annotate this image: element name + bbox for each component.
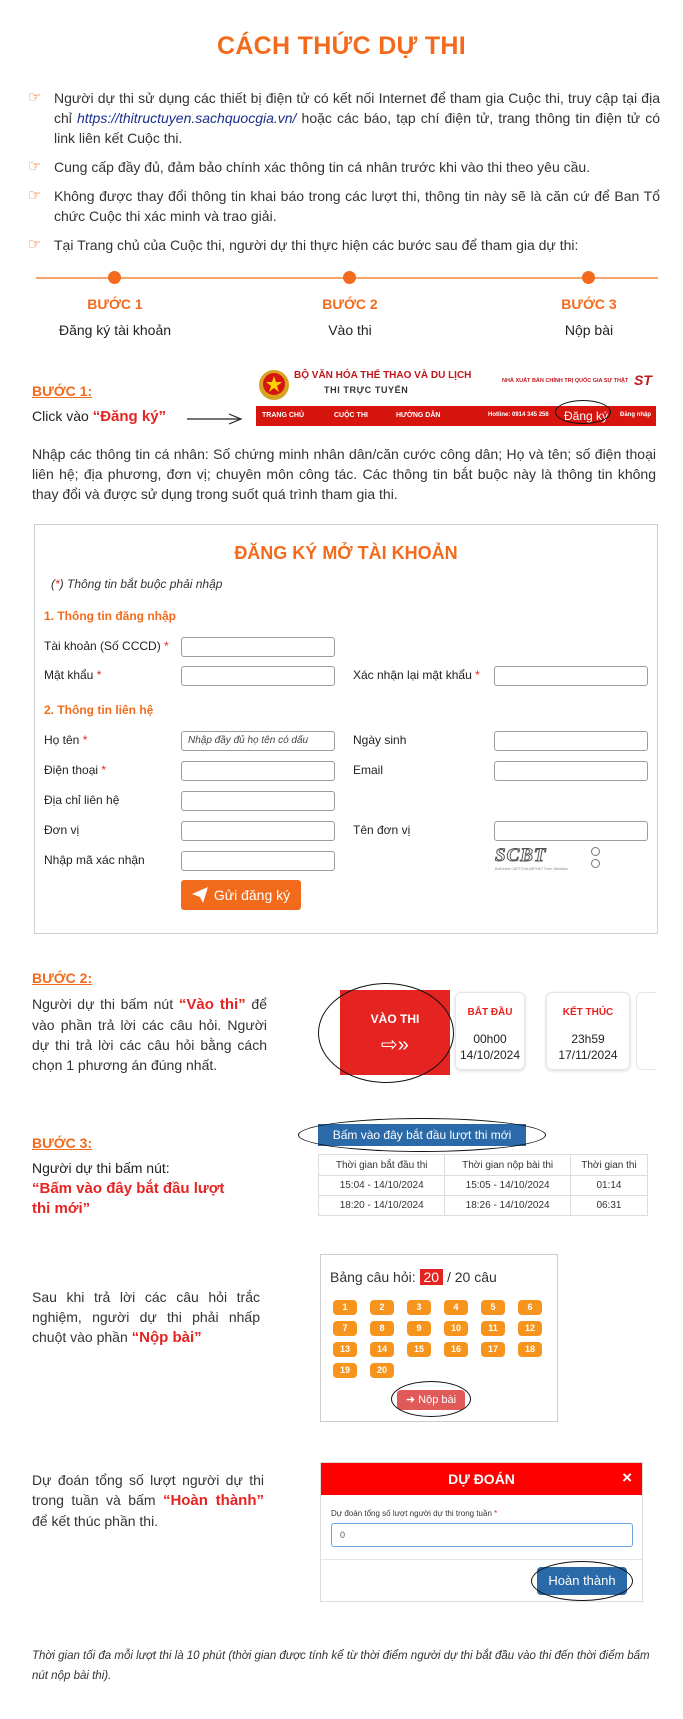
highlight-ellipse	[318, 983, 454, 1083]
step3-text: Người dự thi bấm nút:	[32, 1160, 170, 1176]
ministry-name: BỘ VĂN HÓA THỂ THAO VÀ DU LỊCH	[294, 370, 472, 381]
step-1: BƯỚC 1 Đăng ký tài khoản	[58, 296, 172, 338]
question-button[interactable]: 8	[370, 1321, 394, 1336]
form-title: ĐĂNG KÝ MỞ TÀI KHOẢN	[234, 543, 458, 563]
answered-count: 20	[420, 1269, 444, 1285]
step-2: BƯỚC 2 Vào thi	[322, 296, 378, 338]
question-button[interactable]: 19	[333, 1363, 357, 1378]
step1-paragraph: Nhập các thông tin cá nhân: Số chứng minh nhân dân/căn cước công dân; Họ và tên; số điện thoại liên hệ; địa phương, đơn vị; chuyên môn công tác. Các thông tin bắt buộc này là thông tin không thay đổi và được sử dụng trong suốt quá trình tham gia thi.	[32, 446, 656, 502]
list-item: ☞ Cung cấp đầy đủ, đảm bảo chính xác thông tin cá nhân trước khi vào thi theo yêu cầu.	[28, 158, 591, 175]
section-contact-info: 2. Thông tin liên hệ	[44, 703, 154, 717]
question-button[interactable]: 7	[333, 1321, 357, 1336]
pointing-hand-icon: ☞	[28, 158, 42, 175]
contest-link[interactable]: https://thitructuyen.sachquocgia.vn/	[76, 110, 297, 126]
col-header: Thời gian nộp bài thi	[445, 1155, 571, 1176]
address-input[interactable]	[181, 791, 335, 811]
hotline: Hotline: 0914 345 256	[488, 412, 549, 418]
confirm-password-input[interactable]	[494, 666, 648, 686]
step2-heading: BƯỚC 2:	[32, 970, 93, 986]
question-button[interactable]: 6	[518, 1300, 542, 1315]
highlight-ellipse	[555, 400, 611, 424]
unit-input[interactable]	[181, 821, 335, 841]
step2-text: Người dự thi bấm nút “Vào thi” để vào phần trả lời các câu hỏi. Người dự thi trả lời các câu hỏi bằng cách chọn 1 phương án đúng nhất.	[32, 996, 267, 1073]
col-header: Thời gian bắt đầu thi	[319, 1155, 445, 1176]
login-link[interactable]: Đăng nhập	[620, 412, 651, 418]
table-row: 15:04 - 14/10/2024 15:05 - 14/10/2024 01:14	[319, 1176, 648, 1196]
question-button[interactable]: 4	[444, 1300, 468, 1315]
question-button[interactable]: 10	[444, 1321, 468, 1336]
prediction-label: Dự đoán tổng số lượt người dự thi trong tuần *	[331, 1509, 498, 1518]
password-input[interactable]	[181, 666, 335, 686]
pointing-hand-icon: ☞	[28, 89, 42, 106]
pointing-hand-icon: ☞	[28, 236, 42, 253]
finish-button[interactable]: Hoàn thành	[537, 1567, 627, 1595]
fullname-input[interactable]: Nhập đầy đủ họ tên có dấu	[181, 731, 335, 751]
section-login-info: 1. Thông tin đăng nhập	[44, 609, 176, 623]
required-note: (*) Thông tin bắt buộc phải nhập	[51, 577, 223, 591]
dob-input[interactable]	[494, 731, 648, 751]
password-label: Mật khẩu *	[44, 668, 102, 682]
modal-title: DỰ ĐOÁN	[448, 1471, 515, 1487]
list-item: ☞ Không được thay đổi thông tin khai báo trong các lượt thi, thông tin này sẽ là căn cứ để Ban Tổ chức Cuộc thi xác minh và trao giải.	[28, 187, 660, 224]
double-arrow-icon: ⇨»	[381, 1034, 409, 1056]
register-link[interactable]: Đăng ký	[564, 409, 609, 423]
phone-input[interactable]	[181, 761, 335, 781]
enter-exam-button[interactable]: VÀO THI ⇨»	[340, 990, 450, 1075]
pointing-hand-icon: ☞	[28, 187, 42, 204]
captcha-refresh-icon[interactable]	[591, 859, 600, 868]
step-3: BƯỚC 3 Nộp bài	[561, 296, 617, 338]
card-edge	[636, 992, 656, 1070]
captcha-image: SCBT	[495, 845, 547, 866]
submit-exam-button[interactable]: ➜ Nộp bài	[397, 1390, 465, 1410]
fullname-label: Họ tên *	[44, 733, 88, 747]
col-header: Thời gian thi	[570, 1155, 647, 1176]
modal-header	[321, 1463, 642, 1495]
nav-guide[interactable]: HƯỚNG DẪN	[396, 412, 441, 419]
prediction-modal	[320, 1462, 643, 1602]
username-input[interactable]	[181, 637, 335, 657]
question-button[interactable]: 18	[518, 1342, 542, 1357]
highlight-ellipse	[531, 1561, 633, 1601]
sign-in-icon: ➜	[405, 1394, 416, 1406]
step1-click-text: Click vào “Đăng ký”	[32, 408, 167, 425]
footer-note: Thời gian tối đa mỗi lượt thi là 10 phút (thời gian được tính kể từ thời điểm người dự thi bắt đầu vào thi đến thời điểm bấm nút nộp bài thi).	[32, 1650, 650, 1682]
attempt-history-table	[318, 1154, 648, 1216]
question-button[interactable]: 17	[481, 1342, 505, 1357]
close-icon[interactable]: ×	[622, 1468, 632, 1487]
list-item: ☞ Người dự thi sử dụng các thiết bị điện tử có kết nối Internet để tham gia Cuộc thi, truy cập tại địa chỉ https://thitructuyen.sachquocgia.vn/ hoặc các báo, tạp chí điện tử, trang thông tin điện tử có link liên kết Cuộc thi.	[28, 89, 660, 146]
username-label: Tài khoản (Số CCCD) *	[44, 639, 169, 653]
national-emblem-icon	[258, 368, 290, 402]
captcha-audio-icon[interactable]	[591, 847, 600, 856]
captcha-label: Nhập mã xác nhận	[44, 853, 145, 867]
page-title: CÁCH THỨC DỰ THI	[216, 32, 467, 60]
confirm-password-label: Xác nhận lại mật khẩu *	[353, 668, 480, 682]
unit-name-input[interactable]	[494, 821, 648, 841]
publisher-name: NHÀ XUẤT BẢN CHÍNH TRỊ QUỐC GIA SỰ THẬT	[502, 378, 629, 384]
step-dot	[582, 271, 595, 284]
question-button[interactable]: 13	[333, 1342, 357, 1357]
dob-label: Ngày sinh	[353, 733, 407, 747]
nav-contests[interactable]: CUỘC THI	[334, 412, 368, 419]
registration-form	[34, 524, 658, 934]
question-button[interactable]: 16	[444, 1342, 468, 1357]
publisher-logo: ST	[634, 372, 652, 388]
question-button[interactable]: 11	[481, 1321, 505, 1336]
question-board	[320, 1254, 558, 1422]
predict-text: Dự đoán tổng số lượt người dự thi trong tuần và bấm “Hoàn thành” để kết thúc phần thi.	[32, 1472, 264, 1529]
question-button[interactable]: 12	[518, 1321, 542, 1336]
board-header: Bảng câu hỏi: 20 / 20 câu	[330, 1269, 497, 1285]
phone-label: Điện thoại *	[44, 763, 107, 777]
start-date-card: BẮT ĐẦU 00h00 14/10/2024	[455, 992, 525, 1070]
question-button[interactable]: 2	[370, 1300, 394, 1315]
captcha-input[interactable]	[181, 851, 335, 871]
arrow-right-icon	[187, 412, 243, 426]
highlight-ellipse	[391, 1381, 471, 1417]
modal-divider	[321, 1559, 642, 1560]
question-button[interactable]: 14	[370, 1342, 394, 1357]
step3-highlight: “Bấm vào đây bắt đầu lượt thi mới”	[32, 1180, 225, 1217]
end-date-card: KẾT THÚC 23h59 17/11/2024	[546, 992, 630, 1070]
question-button[interactable]: 5	[481, 1300, 505, 1315]
step-dot	[108, 271, 121, 284]
question-button[interactable]: 3	[407, 1300, 431, 1315]
email-input[interactable]	[494, 761, 648, 781]
unit-name-label: Tên đơn vị	[353, 823, 411, 837]
prediction-input[interactable]: 0	[331, 1523, 633, 1547]
question-button[interactable]: 20	[370, 1363, 394, 1378]
captcha-caption: BotDetect CAPTCHA ASP.NET Form Validation	[495, 867, 569, 871]
send-icon	[192, 887, 208, 903]
submit-register-button[interactable]: Gửi đăng ký	[181, 880, 301, 910]
instruction-list	[28, 88, 660, 264]
question-button[interactable]: 15	[407, 1342, 431, 1357]
table-row: 18:20 - 14/10/2024 18:26 - 14/10/2024 06:31	[319, 1196, 648, 1216]
site-subtitle: THI TRỰC TUYẾN	[324, 385, 409, 395]
question-button[interactable]: 1	[333, 1300, 357, 1315]
address-label: Địa chỉ liên hệ	[44, 793, 120, 807]
submit-text: Sau khi trả lời các câu hỏi trắc nghiệm, người dự thi phải nhấp chuột vào phần “Nộp bài”	[32, 1289, 260, 1346]
list-item: ☞ Tại Trang chủ của Cuộc thi, người dự thi thực hiện các bước sau để tham gia dự thi:	[28, 236, 579, 253]
highlight-ellipse	[298, 1118, 546, 1152]
nav-home[interactable]: TRANG CHỦ	[262, 412, 304, 419]
question-button[interactable]: 9	[407, 1321, 431, 1336]
start-new-attempt-button[interactable]: Bấm vào đây bắt đầu lượt thi mới	[318, 1124, 526, 1146]
step1-heading: BƯỚC 1:	[32, 383, 93, 399]
step-dot	[343, 271, 356, 284]
unit-label: Đơn vị	[44, 823, 80, 837]
step3-heading: BƯỚC 3:	[32, 1135, 93, 1151]
email-label: Email	[353, 763, 384, 777]
